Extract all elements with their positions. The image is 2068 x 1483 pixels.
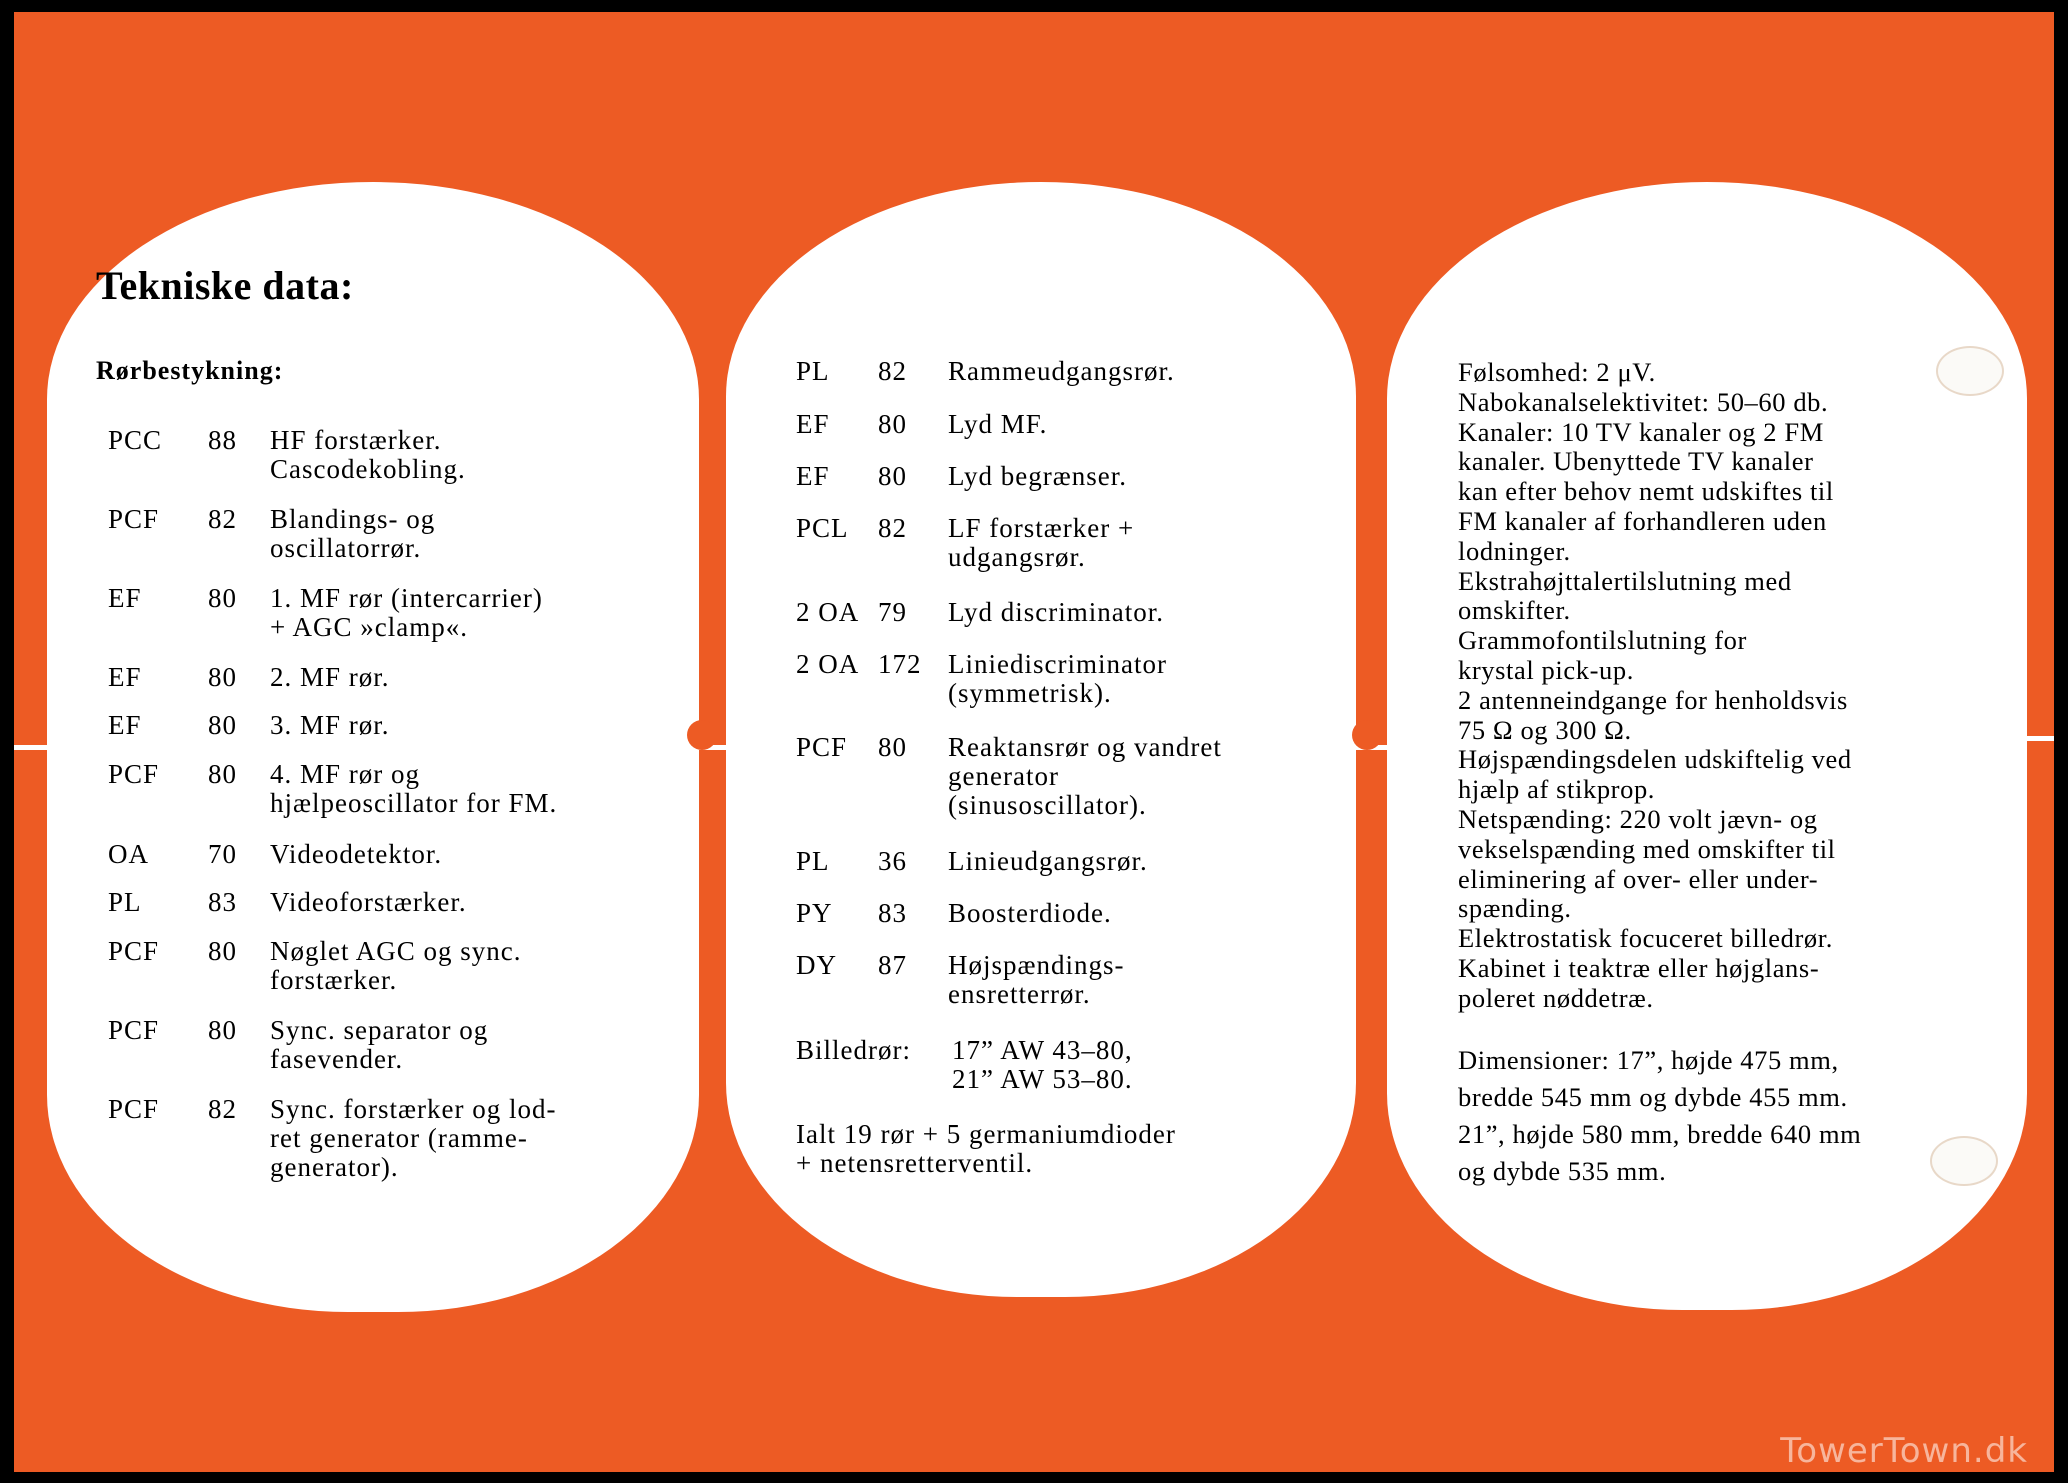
tube-code: PCL [796,513,849,543]
tube-number: 36 [878,846,907,876]
tube-description: Lyd discriminator. [948,597,1164,627]
specs-list [1458,358,1948,1014]
tube-number: 80 [208,662,237,692]
tube-code: EF [796,409,830,439]
tube-description: Højspændings- ensretterrør. [948,950,1125,1009]
tube-number: 87 [878,950,907,980]
spec-item: 2 antenneindgange for henholdsvis 75 Ω og 300 Ω. [1458,684,1848,745]
tube-code: 2 OA [796,597,860,627]
dot-connector-right [1352,720,1382,750]
tube-description: Boosterdiode. [948,898,1112,928]
tube-description: Lyd MF. [948,409,1048,439]
tube-description: 4. MF rør og hjælpeoscillator for FM. [270,759,558,818]
tube-description: LF forstærker + udgangsrør. [948,513,1135,572]
tube-row [108,426,466,484]
tube-row [108,663,390,692]
tube-number: 172 [878,649,922,679]
tube-total: Ialt 19 rør + 5 germaniumdioder + netensretterventil. [796,1119,1176,1178]
tube-number: 80 [208,710,237,740]
tube-description: 2. MF rør. [270,662,390,692]
tube-row [796,650,1167,708]
tube-description: Nøglet AGC og sync. forstærker. [270,936,522,995]
tube-code: PCF [796,732,848,762]
tube-number: 80 [208,1015,237,1045]
picture-tube-label: Billedrør: [796,1035,911,1065]
tube-number: 82 [878,513,907,543]
dot-connector-left [687,720,717,750]
tube-code: EF [108,583,142,613]
tube-description: Sync. forstærker og lod- ret generator (ramme- generator). [270,1094,557,1182]
tube-row [796,847,1148,876]
page-title: Tekniske data: [96,263,354,308]
section-title-tubes: Rørbestykning: [96,356,284,385]
tube-number: 80 [208,936,237,966]
tube-code: DY [796,950,837,980]
tube-row [108,711,390,740]
tube-description: Rammeudgangsrør. [948,356,1175,386]
tube-row [108,888,467,917]
spec-item: Netspænding: 220 volt jævn- og vekselspænding med omskifter til eliminering af over- eller under- spænding. [1458,803,1836,924]
tube-code: PCC [108,425,163,455]
tube-row [108,584,543,642]
tube-description: Blandings- og oscillatorrør. [270,504,436,563]
tube-description: Reaktansrør og vandret generator (sinusoscillator). [948,732,1222,820]
tube-code: PL [796,846,830,876]
tube-row [108,505,435,563]
tube-code: PL [108,887,142,917]
spec-item: Kanaler: 10 TV kanaler og 2 FM kanaler. Ubenyttede TV kanaler kan efter behov nemt udskiftes til FM kanaler af forhandleren uden lodninger. [1458,416,1834,566]
tube-description: Sync. separator og fasevender. [270,1015,489,1074]
divider-line-right [2024,736,2054,741]
tube-code: PCF [108,759,160,789]
tube-description: Linieudgangsrør. [948,846,1148,876]
tube-description: Videoforstærker. [270,887,467,917]
tube-code: EF [108,662,142,692]
tube-row [108,840,442,869]
tube-row [796,899,1112,928]
tube-number: 83 [208,887,237,917]
punch-hole-bottom [1930,1136,1998,1186]
tube-row [108,937,522,995]
tube-description: Liniediscriminator (symmetrisk). [948,649,1167,708]
tube-number: 82 [878,356,907,386]
tube-number: 80 [878,461,907,491]
tube-number: 80 [878,409,907,439]
watermark: TowerTown.dk [1780,1431,2028,1471]
tube-code: OA [108,839,149,869]
tube-row [108,1095,556,1182]
spec-item: Ekstrahøjttalertilslutning med omskifter. [1458,565,1792,626]
tube-row [796,598,1164,627]
tube-number: 82 [208,1094,237,1124]
tube-row [108,760,557,818]
tube-row [796,357,1175,386]
tube-row [108,1016,488,1074]
tube-description: Videodetektor. [270,839,443,869]
tube-row [796,733,1222,820]
tube-number: 80 [878,732,907,762]
tube-row [796,514,1134,572]
punch-hole-top [1936,346,2004,396]
tube-code: PCF [108,1094,160,1124]
tube-code: EF [108,710,142,740]
tube-number: 80 [208,583,237,613]
tube-number: 79 [878,597,907,627]
tube-description: 3. MF rør. [270,710,390,740]
tube-description: 1. MF rør (intercarrier) + AGC »clamp«. [270,583,543,642]
spec-item: Nabokanalselektivitet: 50–60 db. [1458,386,1829,417]
spec-item: Følsomhed: 2 μV. [1458,357,1656,387]
spec-item: Kabinet i teaktræ eller højglans- poleret nøddetræ. [1458,952,1820,1013]
picture-tube-value: 17” AW 43–80, 21” AW 53–80. [952,1035,1133,1094]
tube-code: 2 OA [796,649,860,679]
tube-row [796,410,1047,439]
tube-code: PL [796,356,830,386]
tube-description: Lyd begrænser. [948,461,1127,491]
tube-code: EF [796,461,830,491]
tube-number: 80 [208,759,237,789]
spec-item: Elektrostatisk focuceret billedrør. [1458,923,1833,954]
tube-number: 83 [878,898,907,928]
tube-code: PCF [108,936,160,966]
tube-row [796,951,1125,1009]
tube-number: 70 [208,839,237,869]
tube-number: 82 [208,504,237,534]
spec-item: Højspændingsdelen udskiftelig ved hjælp af stikprop. [1458,744,1852,805]
spec-item: Grammofontilslutning for krystal pick-up. [1458,625,1747,685]
dimensions-text: Dimensioner: 17”, højde 475 mm, bredde 545 mm og dybde 455 mm. 21”, højde 580 mm, bredde 640 mm og dybde 535 mm. [1458,1045,1862,1186]
tube-code: PY [796,898,833,928]
tube-code: PCF [108,504,160,534]
tube-row [796,462,1127,491]
tube-number: 88 [208,425,237,455]
tube-code: PCF [108,1015,160,1045]
tube-description: HF forstærker. Cascodekobling. [270,425,466,484]
